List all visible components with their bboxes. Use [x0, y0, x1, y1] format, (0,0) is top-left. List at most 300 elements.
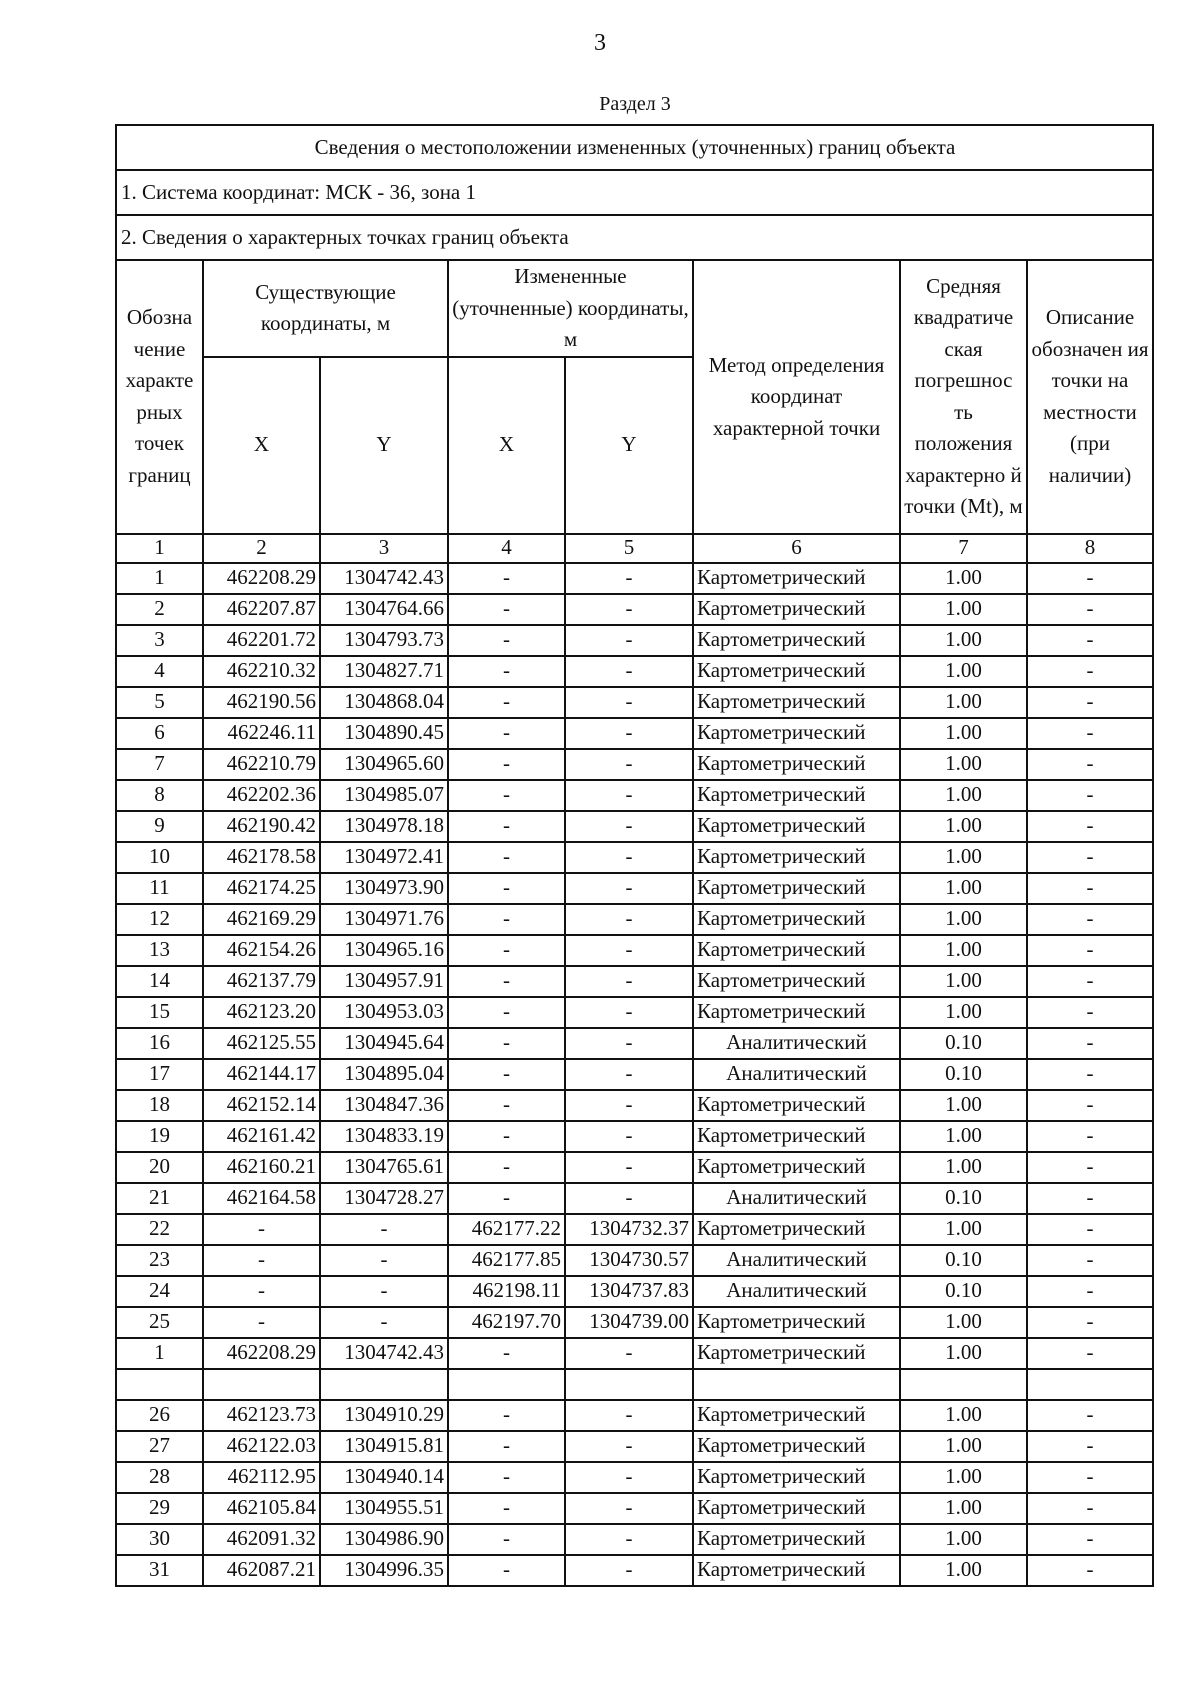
table-row	[116, 904, 1153, 935]
method-cell: Аналитический	[693, 1276, 900, 1307]
existing-x-cell: 462190.42	[203, 811, 320, 842]
existing-y-cell: -	[320, 1245, 448, 1276]
description-cell: -	[1027, 1214, 1153, 1245]
table-row	[116, 842, 1153, 873]
point-number-cell: 1	[116, 563, 203, 594]
existing-x-cell: 462137.79	[203, 966, 320, 997]
accuracy-cell: 1.00	[900, 780, 1027, 811]
accuracy-cell: 1.00	[900, 935, 1027, 966]
table-title: Сведения о местоположении измененных (уточненных) границ объекта	[116, 125, 1153, 170]
header-x-changed: X	[448, 357, 565, 534]
accuracy-cell: 1.00	[900, 997, 1027, 1028]
existing-y-cell: 1304985.07	[320, 780, 448, 811]
changed-y-cell: 1304732.37	[565, 1214, 693, 1245]
existing-y-cell: 1304971.76	[320, 904, 448, 935]
changed-x-cell: -	[448, 966, 565, 997]
existing-y-cell: 1304833.19	[320, 1121, 448, 1152]
description-cell: -	[1027, 842, 1153, 873]
changed-x-cell: -	[448, 780, 565, 811]
existing-y-cell: 1304955.51	[320, 1493, 448, 1524]
changed-x-cell: -	[448, 1059, 565, 1090]
accuracy-cell: 1.00	[900, 656, 1027, 687]
point-number-cell: 21	[116, 1183, 203, 1214]
changed-y-cell: 1304737.83	[565, 1276, 693, 1307]
existing-x-cell: 462174.25	[203, 873, 320, 904]
existing-y-cell: 1304996.35	[320, 1555, 448, 1586]
changed-x-cell: -	[448, 1028, 565, 1059]
existing-y-cell: 1304957.91	[320, 966, 448, 997]
point-number-cell: 10	[116, 842, 203, 873]
changed-y-cell: -	[565, 904, 693, 935]
changed-x-cell: -	[448, 563, 565, 594]
table-row	[116, 1307, 1153, 1338]
description-cell: -	[1027, 625, 1153, 656]
description-cell: -	[1027, 1028, 1153, 1059]
existing-x-cell: -	[203, 1245, 320, 1276]
changed-y-cell: -	[565, 1152, 693, 1183]
method-cell: Картометрический	[693, 656, 900, 687]
point-number-cell	[116, 1369, 203, 1400]
changed-y-cell: -	[565, 594, 693, 625]
changed-x-cell: -	[448, 997, 565, 1028]
accuracy-cell: 1.00	[900, 842, 1027, 873]
existing-x-cell: 462201.72	[203, 625, 320, 656]
method-cell: Картометрический	[693, 1152, 900, 1183]
table-row-separator	[116, 1369, 1153, 1400]
accuracy-cell: 1.00	[900, 811, 1027, 842]
point-number-cell: 13	[116, 935, 203, 966]
existing-x-cell: 462112.95	[203, 1462, 320, 1493]
description-cell: -	[1027, 1338, 1153, 1369]
existing-y-cell: 1304973.90	[320, 873, 448, 904]
existing-x-cell: 462246.11	[203, 718, 320, 749]
accuracy-cell: 1.00	[900, 1524, 1027, 1555]
method-cell: Картометрический	[693, 1214, 900, 1245]
table-row	[116, 1214, 1153, 1245]
description-cell: -	[1027, 1524, 1153, 1555]
column-number: 5	[565, 534, 693, 563]
changed-y-cell: -	[565, 935, 693, 966]
table-row	[116, 656, 1153, 687]
changed-x-cell: -	[448, 1183, 565, 1214]
accuracy-cell: 1.00	[900, 718, 1027, 749]
description-cell: -	[1027, 1183, 1153, 1214]
existing-y-cell: 1304940.14	[320, 1462, 448, 1493]
existing-x-cell: 462161.42	[203, 1121, 320, 1152]
changed-y-cell: -	[565, 1059, 693, 1090]
existing-x-cell: 462202.36	[203, 780, 320, 811]
method-cell: Картометрический	[693, 687, 900, 718]
existing-x-cell: 462125.55	[203, 1028, 320, 1059]
method-cell	[693, 1369, 900, 1400]
method-cell: Картометрический	[693, 904, 900, 935]
method-cell: Картометрический	[693, 625, 900, 656]
accuracy-cell: 1.00	[900, 749, 1027, 780]
method-cell: Картометрический	[693, 842, 900, 873]
existing-y-cell: 1304972.41	[320, 842, 448, 873]
description-cell: -	[1027, 1307, 1153, 1338]
point-number-cell: 4	[116, 656, 203, 687]
point-number-cell: 20	[116, 1152, 203, 1183]
existing-y-cell: -	[320, 1307, 448, 1338]
accuracy-cell: 1.00	[900, 1338, 1027, 1369]
description-cell: -	[1027, 1121, 1153, 1152]
description-cell: -	[1027, 1462, 1153, 1493]
changed-x-cell: -	[448, 811, 565, 842]
table-row	[116, 625, 1153, 656]
description-cell: -	[1027, 687, 1153, 718]
point-number-cell: 16	[116, 1028, 203, 1059]
changed-x-cell: -	[448, 1462, 565, 1493]
existing-y-cell: 1304868.04	[320, 687, 448, 718]
description-cell: -	[1027, 1245, 1153, 1276]
header-changed-coords: Измененные (уточненные) координаты, м	[448, 260, 693, 357]
point-number-cell: 12	[116, 904, 203, 935]
accuracy-cell: 1.00	[900, 1214, 1027, 1245]
point-number-cell: 11	[116, 873, 203, 904]
points-heading: 2. Сведения о характерных точках границ объекта	[116, 215, 1153, 260]
point-number-cell: 3	[116, 625, 203, 656]
changed-y-cell: -	[565, 997, 693, 1028]
table-row	[116, 687, 1153, 718]
accuracy-cell: 1.00	[900, 563, 1027, 594]
accuracy-cell: 1.00	[900, 873, 1027, 904]
column-number-row	[116, 534, 1153, 563]
existing-y-cell: -	[320, 1276, 448, 1307]
existing-x-cell: 462208.29	[203, 563, 320, 594]
existing-y-cell: 1304764.66	[320, 594, 448, 625]
existing-y-cell: 1304728.27	[320, 1183, 448, 1214]
method-cell: Картометрический	[693, 1555, 900, 1586]
point-number-cell: 30	[116, 1524, 203, 1555]
table-row	[116, 1462, 1153, 1493]
existing-x-cell: 462210.32	[203, 656, 320, 687]
table-row	[116, 594, 1153, 625]
changed-y-cell: -	[565, 842, 693, 873]
changed-y-cell: -	[565, 966, 693, 997]
description-cell: -	[1027, 563, 1153, 594]
header-y-changed: Y	[565, 357, 693, 534]
changed-x-cell: 462177.85	[448, 1245, 565, 1276]
description-cell: -	[1027, 1400, 1153, 1431]
coord-system: 1. Система координат: МСК - 36, зона 1	[116, 170, 1153, 215]
changed-y-cell: 1304739.00	[565, 1307, 693, 1338]
changed-x-cell: -	[448, 935, 565, 966]
column-number: 8	[1027, 534, 1153, 563]
existing-x-cell: 462160.21	[203, 1152, 320, 1183]
existing-x-cell	[203, 1369, 320, 1400]
description-cell: -	[1027, 1059, 1153, 1090]
changed-y-cell: -	[565, 1090, 693, 1121]
description-cell: -	[1027, 1152, 1153, 1183]
existing-y-cell: -	[320, 1214, 448, 1245]
column-number: 6	[693, 534, 900, 563]
table-row	[116, 1338, 1153, 1369]
method-cell: Картометрический	[693, 1400, 900, 1431]
existing-x-cell: 462178.58	[203, 842, 320, 873]
table-row	[116, 1400, 1153, 1431]
changed-y-cell: -	[565, 1121, 693, 1152]
method-cell: Картометрический	[693, 1338, 900, 1369]
table-row	[116, 1152, 1153, 1183]
existing-x-cell: 462210.79	[203, 749, 320, 780]
changed-x-cell: -	[448, 1524, 565, 1555]
existing-y-cell: 1304965.16	[320, 935, 448, 966]
existing-y-cell: 1304978.18	[320, 811, 448, 842]
point-number-cell: 19	[116, 1121, 203, 1152]
changed-y-cell	[565, 1369, 693, 1400]
existing-x-cell: 462144.17	[203, 1059, 320, 1090]
column-number: 1	[116, 534, 203, 563]
column-number: 7	[900, 534, 1027, 563]
existing-x-cell: 462123.20	[203, 997, 320, 1028]
description-cell: -	[1027, 904, 1153, 935]
description-cell: -	[1027, 873, 1153, 904]
existing-x-cell: -	[203, 1276, 320, 1307]
existing-y-cell: 1304765.61	[320, 1152, 448, 1183]
existing-y-cell: 1304910.29	[320, 1400, 448, 1431]
existing-x-cell: 462152.14	[203, 1090, 320, 1121]
changed-y-cell: -	[565, 1524, 693, 1555]
method-cell: Картометрический	[693, 966, 900, 997]
accuracy-cell	[900, 1369, 1027, 1400]
method-cell: Картометрический	[693, 594, 900, 625]
changed-y-cell: -	[565, 780, 693, 811]
description-cell: -	[1027, 718, 1153, 749]
accuracy-cell: 1.00	[900, 1555, 1027, 1586]
description-cell: -	[1027, 997, 1153, 1028]
method-cell: Картометрический	[693, 1431, 900, 1462]
existing-x-cell: 462169.29	[203, 904, 320, 935]
table-row	[116, 1245, 1153, 1276]
accuracy-cell: 1.00	[900, 594, 1027, 625]
point-number-cell: 22	[116, 1214, 203, 1245]
changed-x-cell: -	[448, 904, 565, 935]
changed-x-cell: -	[448, 718, 565, 749]
existing-y-cell: 1304890.45	[320, 718, 448, 749]
table-row	[116, 1028, 1153, 1059]
header-description: Описание обозначен ия точки на местности (при наличии)	[1027, 260, 1153, 534]
existing-y-cell: 1304793.73	[320, 625, 448, 656]
accuracy-cell: 1.00	[900, 1121, 1027, 1152]
existing-x-cell: -	[203, 1214, 320, 1245]
table-row	[116, 563, 1153, 594]
changed-y-cell: -	[565, 1555, 693, 1586]
existing-x-cell: 462087.21	[203, 1555, 320, 1586]
existing-x-cell: 462190.56	[203, 687, 320, 718]
table-row	[116, 873, 1153, 904]
header-y-existing: Y	[320, 357, 448, 534]
changed-x-cell: -	[448, 594, 565, 625]
existing-y-cell: 1304986.90	[320, 1524, 448, 1555]
column-number: 4	[448, 534, 565, 563]
method-cell: Картометрический	[693, 873, 900, 904]
changed-x-cell: -	[448, 1090, 565, 1121]
description-cell: -	[1027, 1090, 1153, 1121]
existing-y-cell: 1304895.04	[320, 1059, 448, 1090]
existing-x-cell: 462122.03	[203, 1431, 320, 1462]
header-accuracy: Средняя квадратиче ская погрешнос ть положения характерно й точки (Mt), м	[900, 260, 1027, 534]
method-cell: Картометрический	[693, 563, 900, 594]
description-cell: -	[1027, 935, 1153, 966]
point-number-cell: 9	[116, 811, 203, 842]
table-row	[116, 1524, 1153, 1555]
changed-x-cell: -	[448, 1400, 565, 1431]
table-row	[116, 1555, 1153, 1586]
description-cell: -	[1027, 594, 1153, 625]
changed-x-cell	[448, 1369, 565, 1400]
method-cell: Аналитический	[693, 1245, 900, 1276]
changed-y-cell: -	[565, 718, 693, 749]
existing-y-cell: 1304742.43	[320, 563, 448, 594]
accuracy-cell: 1.00	[900, 966, 1027, 997]
changed-y-cell: -	[565, 811, 693, 842]
changed-y-cell: -	[565, 1338, 693, 1369]
point-number-cell: 27	[116, 1431, 203, 1462]
existing-y-cell: 1304742.43	[320, 1338, 448, 1369]
table-row	[116, 811, 1153, 842]
point-number-cell: 31	[116, 1555, 203, 1586]
point-number-cell: 5	[116, 687, 203, 718]
changed-x-cell: -	[448, 1431, 565, 1462]
changed-y-cell: 1304730.57	[565, 1245, 693, 1276]
table-row	[116, 1121, 1153, 1152]
table-row	[116, 966, 1153, 997]
changed-x-cell: -	[448, 1493, 565, 1524]
table-row	[116, 749, 1153, 780]
existing-x-cell: 462123.73	[203, 1400, 320, 1431]
changed-x-cell: -	[448, 842, 565, 873]
accuracy-cell: 1.00	[900, 625, 1027, 656]
point-number-cell: 15	[116, 997, 203, 1028]
table-row	[116, 1276, 1153, 1307]
method-cell: Картометрический	[693, 997, 900, 1028]
point-number-cell: 28	[116, 1462, 203, 1493]
table-row	[116, 935, 1153, 966]
table-row	[116, 1431, 1153, 1462]
method-cell: Картометрический	[693, 1524, 900, 1555]
accuracy-cell: 1.00	[900, 1493, 1027, 1524]
accuracy-cell: 0.10	[900, 1245, 1027, 1276]
existing-y-cell: 1304847.36	[320, 1090, 448, 1121]
method-cell: Картометрический	[693, 1121, 900, 1152]
point-number-cell: 18	[116, 1090, 203, 1121]
method-cell: Картометрический	[693, 718, 900, 749]
existing-y-cell: 1304827.71	[320, 656, 448, 687]
table-row	[116, 718, 1153, 749]
changed-x-cell: 462197.70	[448, 1307, 565, 1338]
changed-x-cell: -	[448, 1338, 565, 1369]
point-number-cell: 1	[116, 1338, 203, 1369]
changed-y-cell: -	[565, 656, 693, 687]
description-cell: -	[1027, 749, 1153, 780]
table-row	[116, 1059, 1153, 1090]
method-cell: Аналитический	[693, 1028, 900, 1059]
changed-x-cell: -	[448, 749, 565, 780]
table-row	[116, 997, 1153, 1028]
description-cell: -	[1027, 1276, 1153, 1307]
existing-x-cell: 462164.58	[203, 1183, 320, 1214]
point-number-cell: 2	[116, 594, 203, 625]
header-existing-coords: Существующие координаты, м	[203, 260, 448, 357]
accuracy-cell: 1.00	[900, 1090, 1027, 1121]
method-cell: Картометрический	[693, 780, 900, 811]
header-x-existing: X	[203, 357, 320, 534]
changed-x-cell: -	[448, 687, 565, 718]
point-number-cell: 23	[116, 1245, 203, 1276]
changed-y-cell: -	[565, 687, 693, 718]
page-number: 3	[594, 30, 606, 56]
description-cell: -	[1027, 780, 1153, 811]
accuracy-cell: 1.00	[900, 1462, 1027, 1493]
changed-x-cell: -	[448, 873, 565, 904]
existing-x-cell: 462105.84	[203, 1493, 320, 1524]
accuracy-cell: 0.10	[900, 1183, 1027, 1214]
table-row	[116, 780, 1153, 811]
changed-x-cell: -	[448, 1121, 565, 1152]
changed-y-cell: -	[565, 749, 693, 780]
header-point-designation: Обозна чение характе рных точек границ	[116, 260, 203, 534]
changed-x-cell: -	[448, 656, 565, 687]
existing-x-cell: 462208.29	[203, 1338, 320, 1369]
accuracy-cell: 1.00	[900, 1307, 1027, 1338]
changed-y-cell: -	[565, 1028, 693, 1059]
existing-x-cell: 462207.87	[203, 594, 320, 625]
existing-y-cell: 1304915.81	[320, 1431, 448, 1462]
changed-y-cell: -	[565, 873, 693, 904]
changed-y-cell: -	[565, 1493, 693, 1524]
section-title: Раздел 3	[599, 93, 671, 115]
changed-x-cell: 462198.11	[448, 1276, 565, 1307]
method-cell: Картометрический	[693, 811, 900, 842]
existing-x-cell: 462154.26	[203, 935, 320, 966]
point-number-cell: 6	[116, 718, 203, 749]
description-cell: -	[1027, 811, 1153, 842]
method-cell: Аналитический	[693, 1059, 900, 1090]
column-number: 2	[203, 534, 320, 563]
header-method: Метод определения координат характерной точки	[693, 260, 900, 534]
column-number: 3	[320, 534, 448, 563]
description-cell	[1027, 1369, 1153, 1400]
accuracy-cell: 1.00	[900, 904, 1027, 935]
method-cell: Картометрический	[693, 1493, 900, 1524]
point-number-cell: 24	[116, 1276, 203, 1307]
point-number-cell: 26	[116, 1400, 203, 1431]
description-cell: -	[1027, 1493, 1153, 1524]
changed-y-cell: -	[565, 625, 693, 656]
point-number-cell: 25	[116, 1307, 203, 1338]
method-cell: Аналитический	[693, 1183, 900, 1214]
method-cell: Картометрический	[693, 1462, 900, 1493]
description-cell: -	[1027, 1431, 1153, 1462]
changed-x-cell: -	[448, 625, 565, 656]
method-cell: Картометрический	[693, 1307, 900, 1338]
accuracy-cell: 0.10	[900, 1028, 1027, 1059]
accuracy-cell: 0.10	[900, 1059, 1027, 1090]
table-row	[116, 1090, 1153, 1121]
accuracy-cell: 0.10	[900, 1276, 1027, 1307]
point-number-cell: 29	[116, 1493, 203, 1524]
existing-y-cell: 1304953.03	[320, 997, 448, 1028]
point-number-cell: 14	[116, 966, 203, 997]
point-number-cell: 8	[116, 780, 203, 811]
description-cell: -	[1027, 1555, 1153, 1586]
changed-y-cell: -	[565, 1462, 693, 1493]
boundary-points-table	[115, 124, 1154, 1587]
existing-x-cell: 462091.32	[203, 1524, 320, 1555]
changed-x-cell: -	[448, 1152, 565, 1183]
existing-y-cell: 1304965.60	[320, 749, 448, 780]
